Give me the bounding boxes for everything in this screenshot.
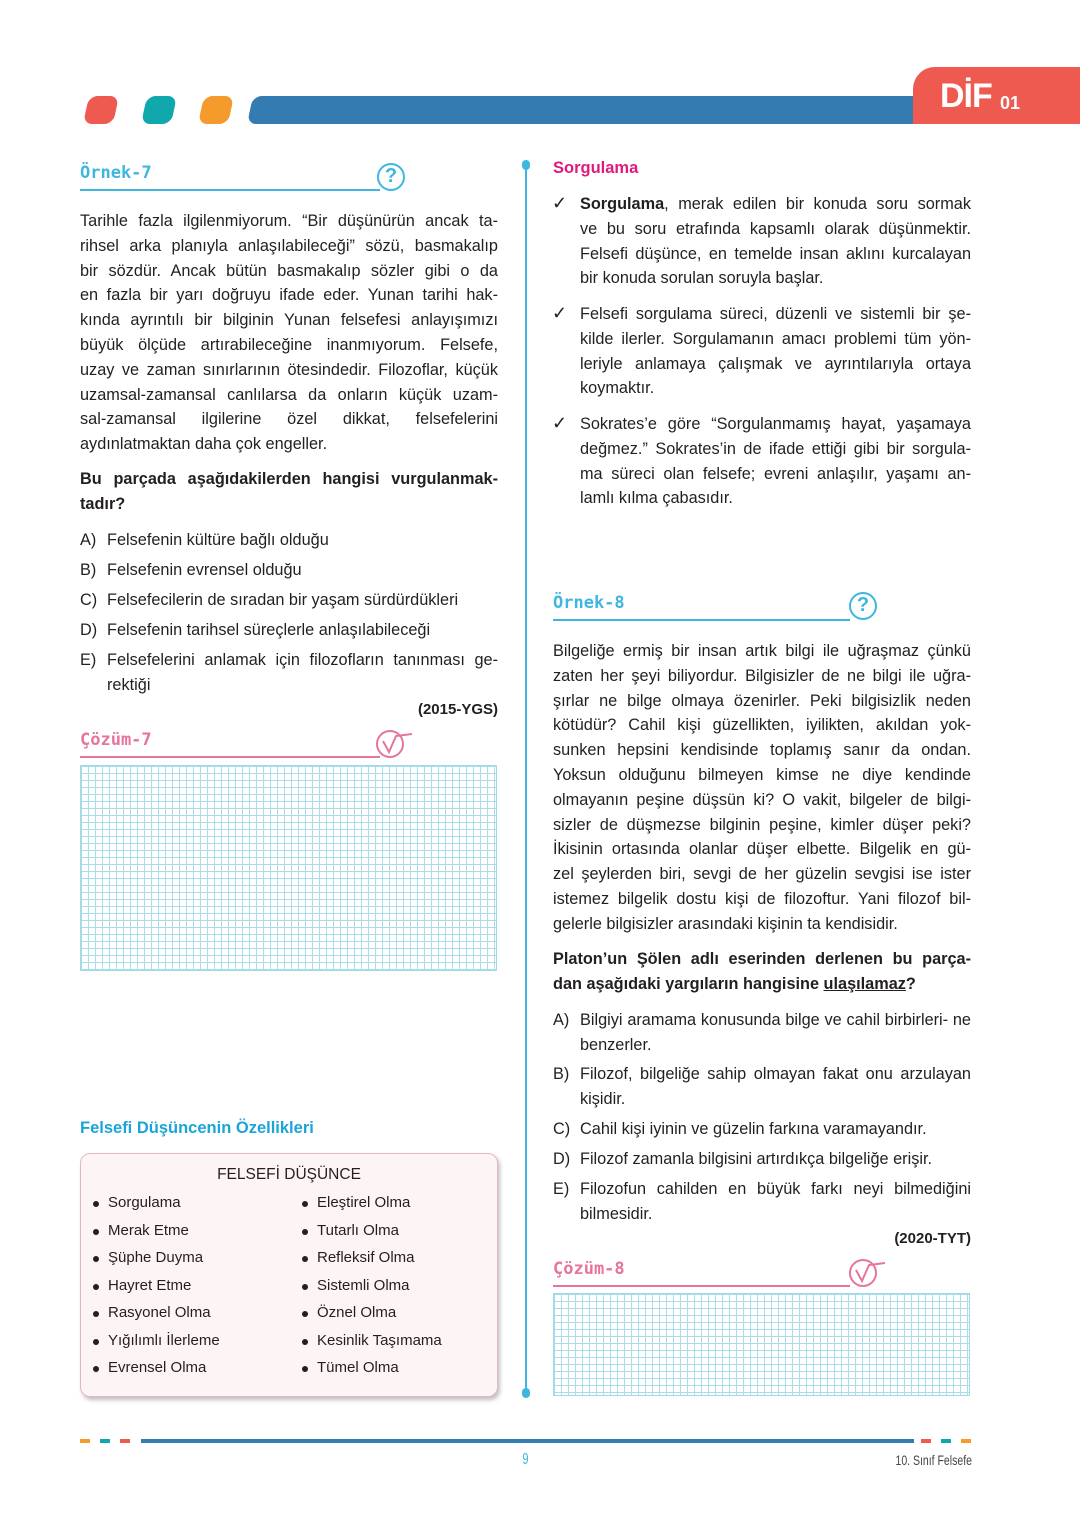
question-icon: ? — [377, 163, 405, 191]
option-letter: C) — [80, 591, 98, 609]
decor-orange-pill — [198, 96, 234, 124]
option-letter: E) — [80, 651, 97, 669]
solution-8-underline — [553, 1285, 850, 1287]
check-icon: ✓ — [552, 303, 568, 323]
bold-term: Sorgulama — [580, 195, 665, 213]
feature-item: Tümel Olma — [317, 1359, 399, 1376]
option-letter: D) — [553, 1150, 571, 1168]
feature-item: Evrensel Olma — [108, 1359, 207, 1376]
text-line: zaten her şeyi biliyordur. Bilgisizler de ne bilgi ile uğra- — [553, 666, 971, 685]
unit-badge-number: 01 — [1000, 93, 1021, 113]
solution-7-title: Çözüm-7 — [80, 730, 152, 750]
option-letter: D) — [80, 621, 98, 639]
column-divider — [525, 165, 527, 1393]
text-line: sal-zamansal ilgilerine özel dikkat, felsefelerini — [80, 410, 498, 429]
check-icon: ✓ — [552, 193, 568, 213]
feature-item: Öznel Olma — [317, 1304, 397, 1321]
text-line: kında ayrıntılı bir bilginin Yunan felsefesi anlayışımızı — [80, 311, 498, 330]
option-text: Filozofun cahilden en büyük farkı neyi bilmediğini bilmesidir. — [580, 1180, 971, 1223]
text-line: rihsel arka planıyla anlaşılabileceği” sözü, basmakalıp — [80, 236, 498, 255]
text-line: zel şeylerden biri, sevgi de her güzelin sevgisi ise ister — [553, 865, 971, 884]
option-text: Felsefecilerin de sıradan bir yaşam sürdürdükleri — [107, 591, 459, 609]
features-heading: Felsefi Düşüncenin Özellikleri — [80, 1119, 314, 1137]
example-8-question — [553, 947, 971, 997]
solution-7-grid-area[interactable] — [80, 765, 497, 971]
text-line: Tarihle fazla ilgilenmiyorum. “Bir düşünürün ancak ta- — [80, 212, 498, 230]
text-line: bir konuda sorulan soruyla başlar. — [580, 269, 824, 288]
footer-bar — [141, 1439, 914, 1443]
text-line: bir sözdür. Ancak bütün basmakalıp sözler gibi o da — [80, 261, 498, 280]
text-line: istemez bilgelik dostu kişi de filozoftur. Yani filozof bil- — [553, 889, 971, 908]
footer-dot — [120, 1439, 130, 1443]
check-circle-icon — [374, 728, 416, 760]
text-line: olmayanın peşine düşsün ki? O vakit, bilgeler de bilgi- — [553, 790, 971, 809]
text-line: Bu parçada aşağıdakilerden hangisi vurgulanmak- — [80, 470, 498, 488]
feature-item: Yığılımlı İlerleme — [108, 1331, 220, 1349]
page-number: 9 — [522, 1451, 529, 1468]
footer-dot — [961, 1439, 971, 1443]
feature-item: Merak Etme — [108, 1221, 189, 1239]
footer-dot — [80, 1439, 90, 1443]
text-line: tadır? — [80, 494, 126, 513]
text-line: şırlar ne bilge olmaya özenirler. Peki bilgisizlik neden — [553, 691, 971, 710]
feature-item: Şüphe Duyma — [108, 1249, 204, 1266]
check-icon: ✓ — [552, 413, 568, 433]
text-line: Bilgeliğe ermiş bir insan artık bilgi ile uğraşmaz çünkü — [553, 642, 971, 660]
text-line: kötüdür? Cahil kişi güzellikten, iyilikten, akıldan yok- — [553, 716, 971, 735]
feature-item: Kesinlik Taşımama — [317, 1331, 442, 1349]
example-7-question — [80, 467, 498, 517]
example-8-underline — [553, 619, 850, 621]
text-line: ve bu soru etrafında kapsamlı olarak düşünmektir. — [580, 219, 971, 238]
text-line: değmez.” Sokrates’in de ifade ettiği gibi bir sorgula- — [580, 439, 971, 458]
text-line: uzamsal-zamansal canlılarsa da onların küçük uzam- — [80, 385, 498, 404]
example-7-passage — [80, 209, 498, 457]
features-box-title: FELSEFİ DÜŞÜNCE — [217, 1166, 361, 1183]
footer-dot — [100, 1439, 110, 1443]
example-8-passage — [553, 639, 971, 937]
feature-item: Hayret Etme — [108, 1276, 192, 1294]
question-emphasis: ulaşılamaz — [823, 974, 906, 993]
example-8-source: (2020-TYT) — [894, 1230, 971, 1247]
text-line: leriyle anlamaya çalışmak ve ayrıntılarıyla ortaya — [580, 354, 971, 373]
example-7-underline — [80, 189, 380, 191]
option-text: Felsefenin tarihsel süreçlerle anlaşılabileceği — [107, 621, 431, 639]
header-bar — [247, 96, 953, 124]
feature-item: Sistemli Olma — [317, 1276, 410, 1294]
option-letter: B) — [553, 1065, 570, 1083]
question-line: dan aşağıdaki yargıların hangisine — [553, 974, 824, 993]
option-letter: A) — [553, 1011, 570, 1029]
solution-8-title: Çözüm-8 — [553, 1259, 625, 1279]
example-8-title: Örnek-8 — [553, 593, 625, 613]
text-line: büyük ölçüde artırabileceğine inanmıyorum. Felsefe, — [80, 335, 498, 354]
option-text: Felsefenin evrensel olduğu — [107, 561, 302, 579]
feature-item: Refleksif Olma — [317, 1249, 415, 1266]
feature-item: Sorgulama — [108, 1194, 181, 1211]
unit-badge-label: DİF — [940, 77, 992, 115]
text-line: aydınlatmaktan daha çok engeller. — [80, 435, 328, 454]
feature-item: Tutarlı Olma — [317, 1221, 399, 1239]
option-text: Felsefelerini anlamak için filozofların tanınması ge- rektiği — [107, 651, 498, 694]
text-line: Felsefi düşünce, en temelde insan aklını kurcalayan — [580, 244, 971, 263]
example-7-title: Örnek-7 — [80, 163, 152, 183]
option-letter: E) — [553, 1180, 570, 1198]
solution-7-underline — [80, 756, 380, 758]
option-text: Felsefenin kültüre bağlı olduğu — [107, 531, 329, 549]
question-icon: ? — [849, 592, 877, 620]
sorgulama-heading: Sorgulama — [553, 159, 639, 177]
unit-badge — [913, 67, 1080, 124]
text-line: Felsefi sorgulama süreci, düzenli ve sistemli bir şe- — [580, 305, 971, 323]
sorgulama-bullet-text — [580, 192, 971, 291]
example-7-source: (2015-YGS) — [417, 701, 498, 718]
divider-top-dot — [522, 160, 530, 170]
text-line: koymaktır. — [580, 379, 655, 398]
question-mark: ? — [905, 974, 916, 993]
text-line: ma süreci olan felsefe; evreni anlaşılır, yaşamı an- — [580, 464, 971, 483]
option-letter: A) — [80, 531, 97, 549]
solution-8-grid-area[interactable] — [553, 1293, 970, 1396]
text-line: Sorgulama, merak edilen bir konuda soru sormak — [580, 195, 971, 213]
text-line: Sokrates’e göre “Sorgulanmamış hayat, yaşamaya — [580, 415, 971, 433]
option-text: Cahil kişi iyinin ve güzelin farkına varamayandır. — [580, 1120, 927, 1138]
text-line: lamlı kılma çabasıdır. — [580, 489, 733, 508]
feature-item: Rasyonel Olma — [108, 1304, 211, 1321]
sorgulama-bullet-text — [580, 412, 971, 511]
decor-teal-pill — [141, 96, 177, 124]
option-letter: C) — [553, 1120, 571, 1138]
text-line: sizler de düşmezse bilginin peşine, kimler düşer peki? — [553, 815, 971, 834]
option-letter: B) — [80, 561, 97, 579]
divider-bottom-dot — [522, 1388, 530, 1398]
option-text: Bilgiyi aramama konusunda bilge ve cahil birbirleri- ne benzerler. — [580, 1011, 971, 1054]
text-line: kilde ilerler. Sorgulamanın amacı problemi tüm yön- — [580, 329, 971, 348]
text-line: Yoksun olduğunu bilmeyen kimse ne diye kendinde — [553, 765, 971, 784]
feature-item: Eleştirel Olma — [317, 1194, 411, 1211]
check-circle-icon — [847, 1257, 889, 1289]
question-line: Platon’un Şölen adlı eserinden derlenen bu parça- — [553, 950, 971, 968]
option-text: Filozof zamanla bilgisini artırdıkça bilgeliğe erişir. — [580, 1150, 933, 1168]
text-line: uzay ve zaman sınırlarının ötesindedir. Filozoflar, küçük — [80, 360, 498, 379]
decor-red-pill — [83, 96, 119, 124]
text-line: en fazla bir yarı doğruyu ifade eder. Yunan tarihi hak- — [80, 286, 498, 305]
footer-dot — [921, 1439, 931, 1443]
text-line: gelerle bilgisizler arasındaki kişinin ta kendisidir. — [553, 914, 898, 933]
text-line: sunken hepsini kendisinde toplamış sanır da ondan. — [553, 741, 971, 760]
text-line: İkisinin ortasında olanlar düşer elbette. Bilgelik en gü- — [553, 840, 971, 859]
sorgulama-bullet-text — [580, 302, 971, 401]
option-text: Filozof, bilgeliğe sahip olmayan fakat onu arzulayan kişidir. — [580, 1065, 971, 1108]
book-title: 10. Sınıf Felsefe — [895, 1452, 972, 1468]
footer-dot — [941, 1439, 951, 1443]
